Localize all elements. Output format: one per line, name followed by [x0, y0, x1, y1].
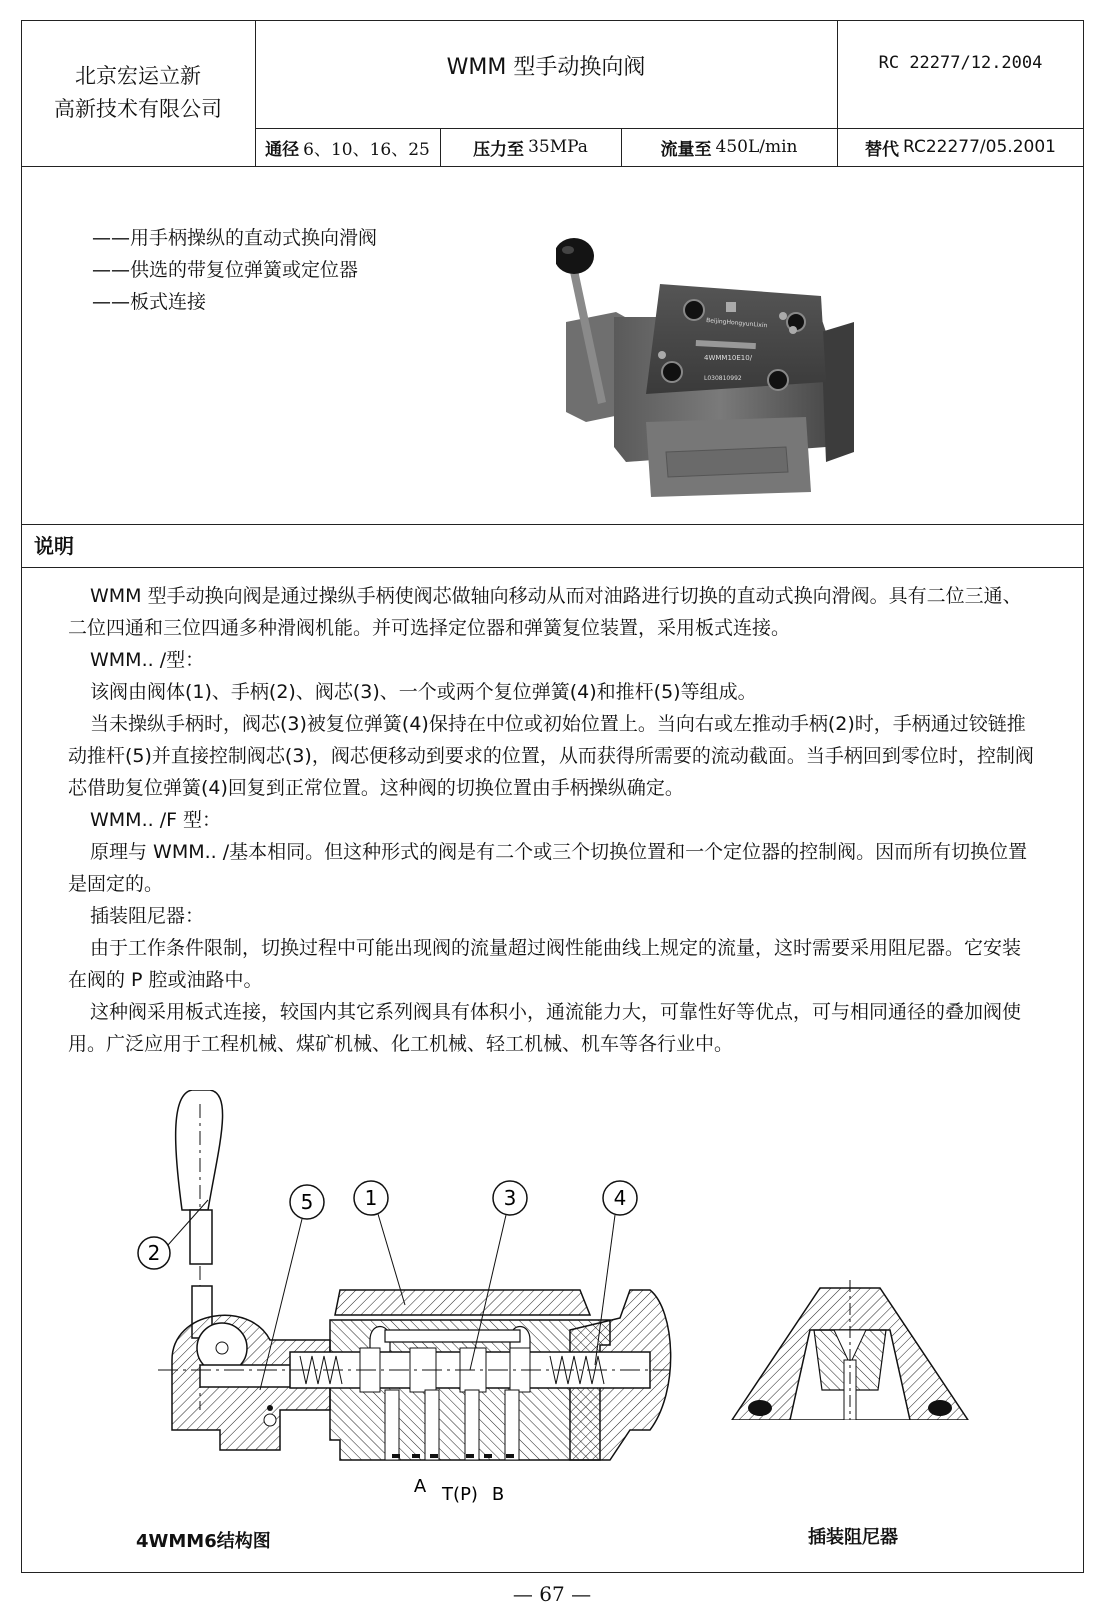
spec-flow-value: 450L/min — [715, 137, 798, 157]
section-bottom-line — [21, 567, 1084, 568]
page-number: — 67 — — [512, 1582, 592, 1606]
feature-item: ——用手柄操纵的直动式换向滑阀 — [92, 227, 378, 249]
valve-section-drawing — [130, 1090, 710, 1510]
paragraph: 原理与 WMM.. /基本相同。但这种形式的阀是有二个或三个切换位置和一个定位器的控制阀。因而所有切换位置是固定的。 — [68, 841, 1028, 895]
callout-4: 4 — [613, 1186, 627, 1210]
paragraph: 这种阀采用板式连接，较国内其它系列阀具有体积小，通流能力大，可靠性好等优点，可与相同通径的叠加阀使用。广泛应用于工程机械、煤矿机械、化工机械、轻工机械、机车等各行业中。 — [68, 1001, 1022, 1055]
spec-flow — [621, 128, 837, 166]
paragraph: WMM.. /型： — [90, 649, 205, 671]
spec-pressure-label: 压力至 — [473, 139, 525, 160]
spec-size — [255, 128, 440, 166]
company-line-2: 高新技术有限公司 — [54, 97, 222, 121]
feature-item: ——供选的带复位弹簧或定位器 — [92, 259, 359, 281]
feature-list — [92, 222, 377, 318]
callout-1: 1 — [364, 1186, 378, 1210]
paragraph: 该阀由阀体(1)、手柄(2)、阀芯(3)、一个或两个复位弹簧(4)和推杆(5)等组成。 — [90, 681, 757, 703]
spec-pressure-value: 35MPa — [528, 137, 588, 157]
port-b-label: B — [491, 1484, 505, 1505]
callout-5: 5 — [300, 1190, 314, 1214]
section-title: 说明 — [34, 534, 74, 558]
document-number: RC 22277/12.2004 — [878, 53, 1043, 73]
photo-serial-text: L030810992 — [704, 375, 742, 382]
section-top-line — [21, 524, 1084, 525]
spec-size-label: 通径 — [265, 139, 300, 160]
paragraph: 当未操纵手柄时，阀芯(3)被复位弹簧(4)保持在中位或初始位置上。当向右或左推动手柄(2)时，手柄通过铰链推动推杆(5)并直接控制阀芯(3)，阀芯便移动到要求的位置，从而获得所需要的流动截面。当手柄回到零位时，控制阀芯借助复位弹簧(4)回复到正常位置。这种阀的切换位置由手柄操纵确定。 — [68, 713, 1034, 799]
port-a-label: A — [413, 1476, 427, 1497]
company-line-1: 北京宏运立新 — [75, 64, 201, 88]
paragraph: WMM.. /F 型： — [90, 809, 222, 831]
spec-replace — [837, 128, 1084, 166]
header-bottom-line — [21, 166, 1084, 167]
paragraph: WMM 型手动换向阀是通过操纵手柄使阀芯做轴向移动从而对油路进行切换的直动式换向滑阀。具有二位三通、二位四通和三位四通多种滑阀机能。并可选择定位器和弹簧复位装置，采用板式连接。 — [68, 585, 1022, 639]
callout-2: 2 — [147, 1241, 161, 1265]
drawing-caption: 4WMM6结构图 — [136, 1531, 271, 1552]
description-text — [68, 580, 1038, 1060]
photo-model-text: 4WMM10E10/ — [704, 354, 753, 362]
damper-caption: 插装阻尼器 — [808, 1527, 898, 1548]
paragraph: 由于工作条件限制，切换过程中可能出现阀的流量超过阀性能曲线上规定的流量，这时需要采用阻尼器。它安装在阀的 P 腔或油路中。 — [68, 937, 1022, 991]
port-tp-label: T(P) — [442, 1484, 478, 1505]
paragraph: 插装阻尼器： — [90, 905, 205, 927]
spec-pressure — [440, 128, 621, 166]
spec-replace-label: 替代 — [865, 139, 900, 160]
spec-flow-label: 流量至 — [660, 139, 712, 160]
spec-replace-value: RC22277/05.2001 — [903, 137, 1056, 157]
callout-3: 3 — [503, 1186, 517, 1210]
photo-brand-text: BeijingHongyunLixin — [705, 317, 768, 330]
valve-photo — [556, 222, 856, 507]
feature-item: ——板式连接 — [92, 291, 207, 313]
company-name — [21, 20, 255, 166]
spec-size-value: 6、10、16、25 — [303, 139, 430, 160]
damper-drawing — [730, 1270, 970, 1420]
document-title: WMM 型手动换向阀 — [446, 54, 646, 80]
